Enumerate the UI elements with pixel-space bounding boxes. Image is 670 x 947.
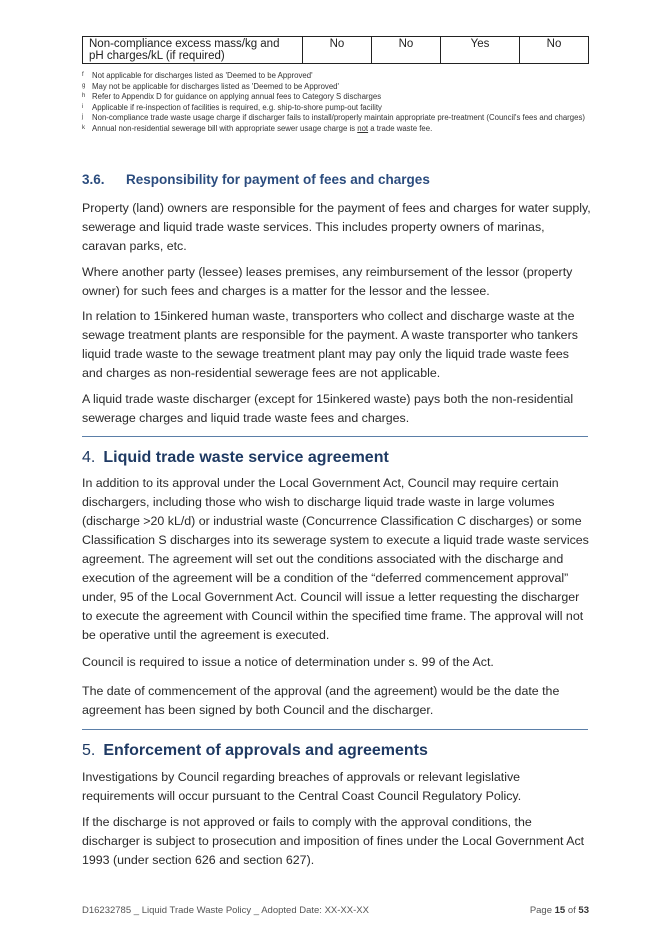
footnote-text: Annual non-residential sewerage bill with appropriate sewer usage charge is not a trade waste fee. bbox=[92, 123, 433, 133]
paragraph: The date of commencement of the approval (and the agreement) would be the date the agreement has been signed by both Council and the discharger. bbox=[82, 684, 560, 717]
table-row-label: Non-compliance excess mass/kg and pH charges/kL (if required) bbox=[83, 37, 303, 64]
footnote-text: May not be applicable for discharges listed as 'Deemed to be Approved' bbox=[92, 81, 339, 91]
footnote-marker: k bbox=[82, 124, 85, 131]
section-heading-5 bbox=[82, 742, 428, 760]
footnote-marker: i bbox=[82, 103, 84, 110]
paragraph: Property (land) owners are responsible for the payment of fees and charges for water supply, sewerage and liquid trade waste services. This includes property owners of marinas, caravan parks, etc. bbox=[82, 201, 591, 253]
footnote-text: Not applicable for discharges listed as 'Deemed to be Approved' bbox=[92, 71, 313, 80]
section-number: 4. bbox=[82, 449, 96, 466]
footnote-marker: f bbox=[82, 72, 84, 78]
page-number: Page 15 of 53 bbox=[529, 905, 589, 916]
section-title: Liquid trade waste service agreement bbox=[103, 449, 389, 466]
fees-table bbox=[82, 36, 589, 64]
paragraph: Council is required to issue a notice of determination under s. 99 of the Act. bbox=[82, 655, 494, 669]
footnote bbox=[82, 113, 597, 124]
emphasis-not: not bbox=[357, 123, 369, 133]
footnote-text: Refer to Appendix D for guidance on applying annual fees to Category S discharges bbox=[92, 92, 382, 102]
footnote bbox=[82, 92, 597, 103]
paragraph: Where another party (lessee) leases premises, any reimbursement of the lessor (property owner) for such fees and charges is a matter for the lessor and the lessee. bbox=[82, 265, 573, 298]
footnote-marker: g bbox=[82, 82, 86, 89]
footnote-text: Applicable if re-inspection of facilities is required, e.g. ship-to-shore pump-out facility bbox=[92, 102, 382, 112]
section-divider bbox=[82, 436, 588, 437]
paragraph: Investigations by Council regarding breaches of approvals or relevant legislative requirements will occur pursuant to the Central Coast Council Regulatory Policy. bbox=[82, 770, 522, 803]
paragraph: A liquid trade waste discharger (except for 15inkered waste) pays both the non-residential sewerage charges and liquid trade waste fees and charges. bbox=[82, 392, 574, 425]
table-cell: No bbox=[371, 37, 440, 64]
footnote-marker: j bbox=[82, 114, 84, 121]
footnote bbox=[82, 124, 597, 135]
section-heading-3-6 bbox=[82, 172, 430, 187]
paragraph: In addition to its approval under the Local Government Act, Council may require certain dischargers, including those who wish to discharge liquid trade waste in large volumes (discharge >20 kL/d) or industrial waste (Concurrence Classification C discharges) or some Classification S discharges into its sewerage system to execute a liquid trade waste services agreement. The agreement will set out the conditions associated with the discharge and execution of the agreement will be a condition of the “deferred commencement approval” under, 95 of the Local Government Act. Council will issue a letter requesting the discharger to execute the agreement with Council within the specified time frame. The approval will not be operative until the agreement is executed. bbox=[82, 476, 589, 642]
section-title: Enforcement of approvals and agreements bbox=[103, 742, 428, 759]
document-reference: D16232785 _ Liquid Trade Waste Policy _ Adopted Date: XX-XX-XX bbox=[82, 905, 369, 916]
table-row bbox=[83, 37, 589, 64]
section-number: 3.6. bbox=[82, 172, 105, 187]
table-cell: Yes bbox=[440, 37, 519, 64]
table-cell: No bbox=[303, 37, 372, 64]
section-number: 5. bbox=[82, 742, 96, 759]
footnote bbox=[82, 103, 597, 114]
table-footnotes bbox=[82, 71, 597, 135]
page-footer bbox=[82, 905, 589, 916]
footnote bbox=[82, 71, 597, 82]
footnote-marker: h bbox=[82, 93, 86, 100]
section-title: Responsibility for payment of fees and charges bbox=[126, 172, 430, 187]
section-heading-4 bbox=[82, 449, 389, 467]
section-divider bbox=[82, 729, 588, 730]
table-cell: No bbox=[520, 37, 589, 64]
paragraph: In relation to 15inkered human waste, transporters who collect and discharge waste at the sewage treatment plants are responsible for the payment. A waste transporter who tankers liquid trade waste to the sewage treatment plant may pay only the liquid trade waste fees and charges as non-residential sewerage fees are not applicable. bbox=[82, 309, 578, 380]
paragraph: If the discharge is not approved or fails to comply with the approval conditions, the discharger is subject to prosecution and imposition of fines under the Local Government Act 1993 (under section 626 and section 627). bbox=[82, 815, 585, 867]
footnote-text: Non-compliance trade waste usage charge if discharger fails to install/properly maintain appropriate pre-treatment (Council's fees and charges) bbox=[92, 113, 585, 123]
footnote bbox=[82, 82, 597, 93]
